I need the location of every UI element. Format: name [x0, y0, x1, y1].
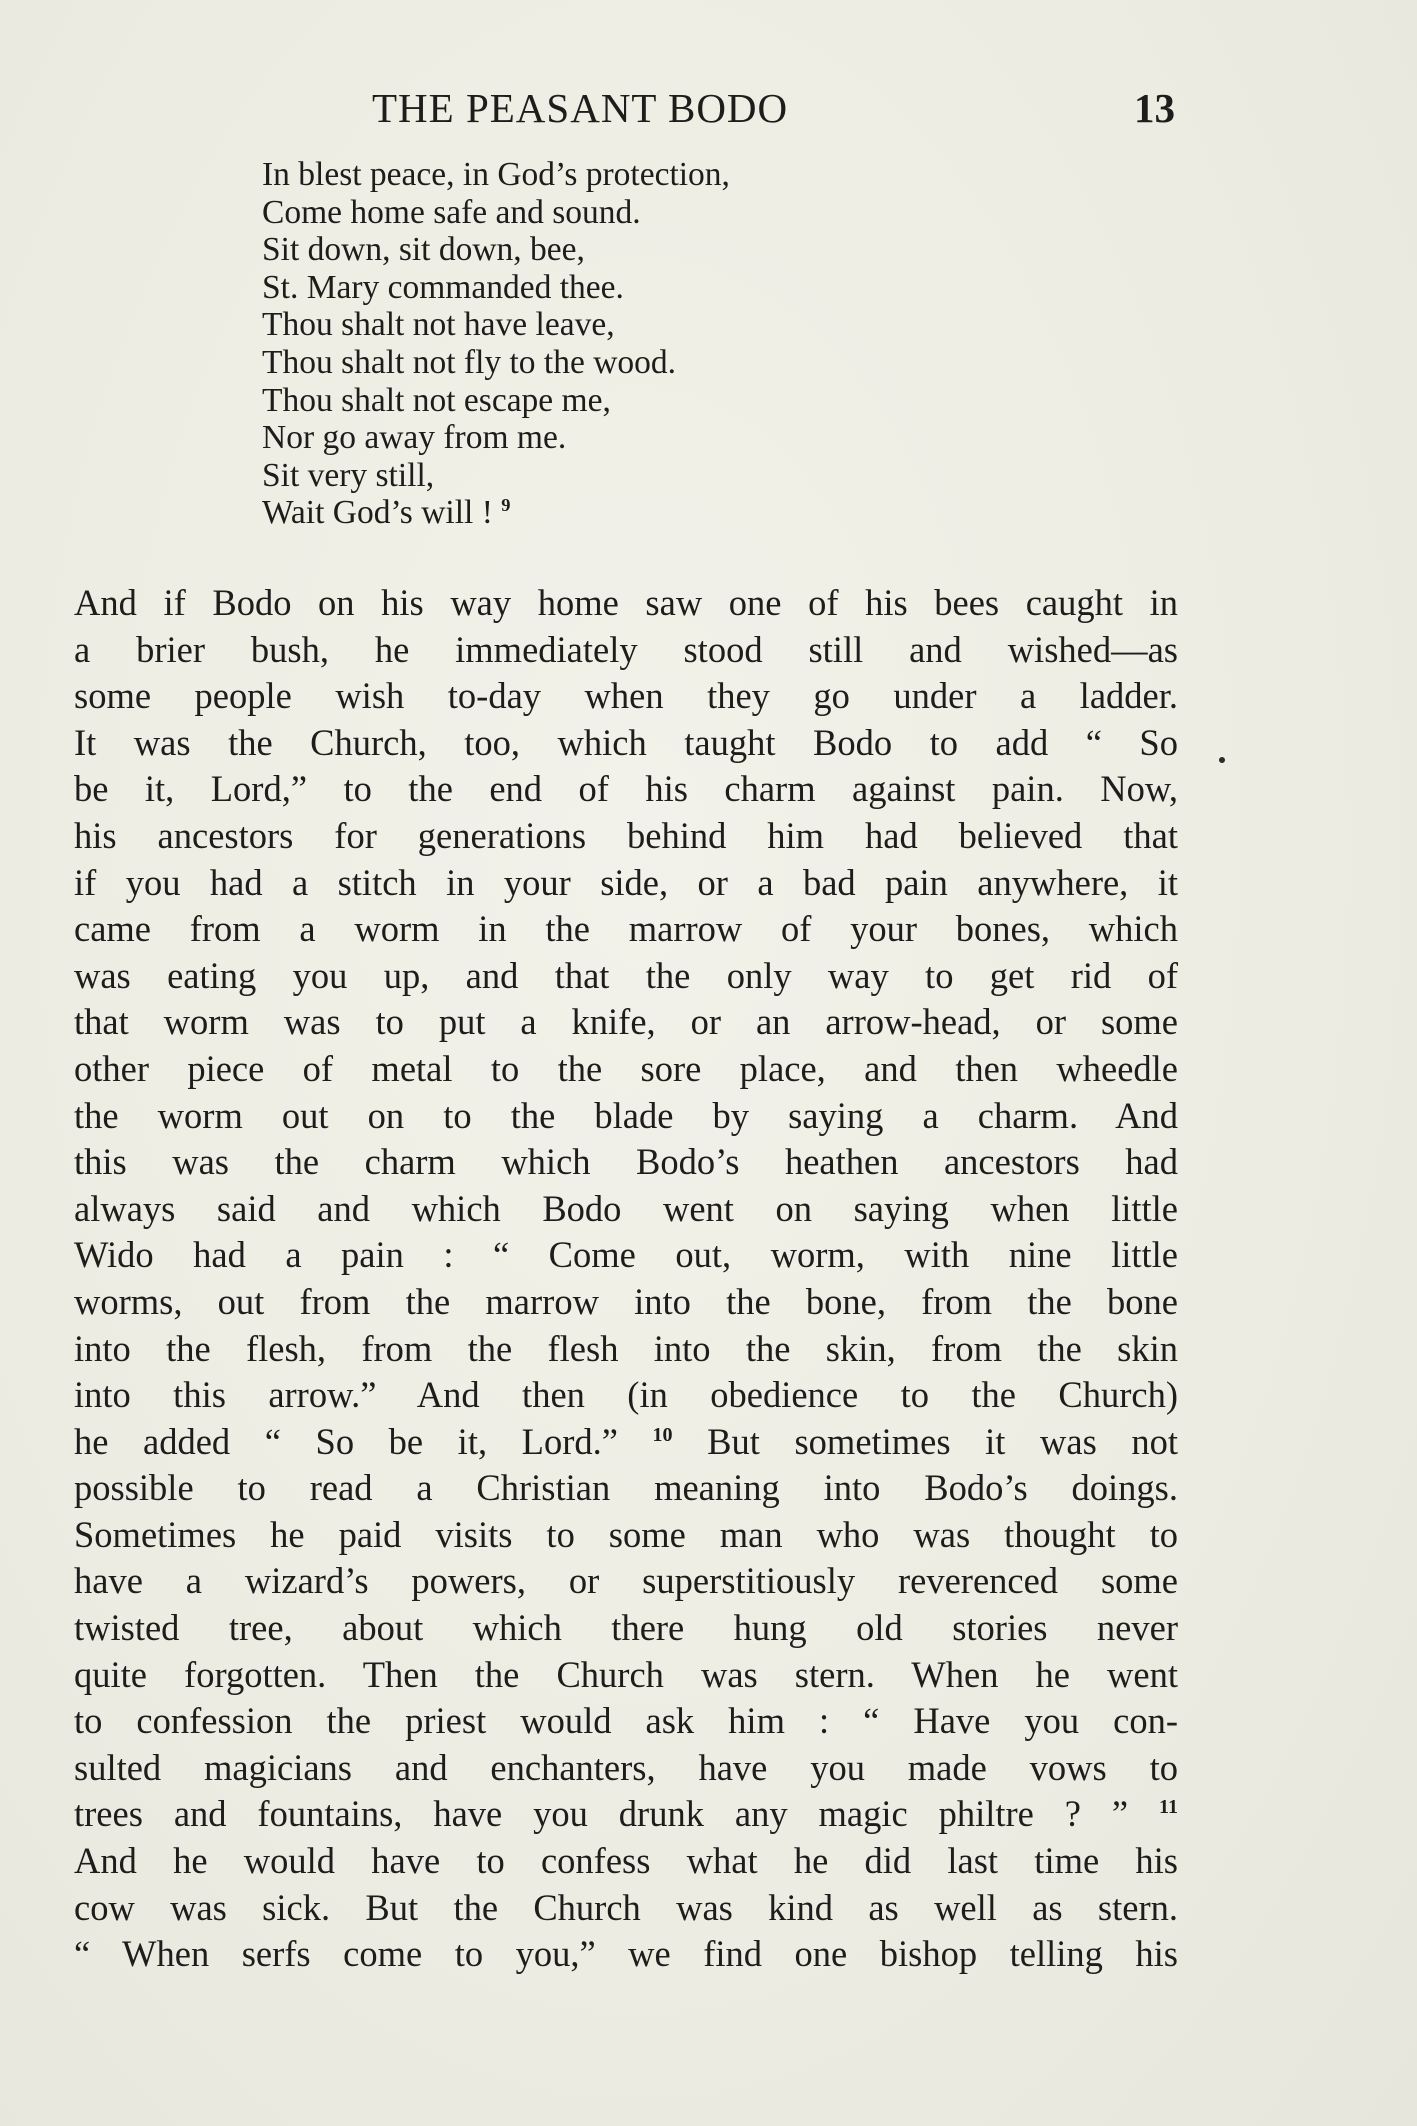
prose-line: his ancestors for generations behind him had believed that: [74, 814, 1178, 856]
page-number: 13: [1134, 85, 1175, 131]
prose-line: possible to read a Christian meaning into Bodo’s doings.: [74, 1467, 1178, 1509]
prose-line: other piece of metal to the sore place, and then wheedle: [74, 1047, 1178, 1089]
prose-line: It was the Church, too, which taught Bodo to add “ So: [74, 721, 1178, 763]
verse-line: Thou shalt not escape me,: [262, 381, 611, 419]
prose-line: that worm was to put a knife, or an arrow-head, or some: [74, 1001, 1178, 1043]
prose-line: have a wizard’s powers, or superstitiously reverenced some: [74, 1560, 1178, 1602]
page-header: [0, 84, 1417, 134]
prose-line-text: trees and fountains, have you drunk any magic philtre ? ”: [74, 1793, 1129, 1835]
verse-line: In blest peace, in God’s protection,: [262, 156, 730, 193]
verse-line: Come home safe and sound.: [262, 193, 641, 231]
verse-line: Nor go away from me.: [262, 419, 567, 457]
prose-line: always said and which Bodo went on saying when little: [74, 1187, 1178, 1229]
prose-line: “ When serfs come to you,” we find one bishop telling his: [74, 1933, 1178, 1975]
prose-line: to confession the priest would ask him : “ Have you con-: [74, 1700, 1178, 1742]
prose-line: sulted magicians and enchanters, have you made vows to: [74, 1746, 1178, 1788]
prose-line: into this arrow.” And then (in obedience to the Church): [74, 1374, 1178, 1416]
prose-line: worms, out from the marrow into the bone, from the bone: [74, 1280, 1178, 1322]
verse-line: Sit very still,: [262, 456, 435, 494]
prose-line: if you had a stitch in your side, or a bad pain anywhere, it: [74, 861, 1178, 903]
verse-line-last: [262, 494, 730, 532]
body-paragraph: [74, 580, 1178, 1978]
prose-line: Wido had a pain : “ Come out, worm, with nine little: [74, 1234, 1178, 1276]
prose-line: was eating you up, and that the only way to get rid of: [74, 954, 1178, 996]
verse-last-text: Wait God’s will !: [262, 494, 493, 532]
prose-line: came from a worm in the marrow of your bones, which: [74, 908, 1178, 950]
prose-line: And he would have to confess what he did last time his: [74, 1840, 1178, 1882]
prose-line-tail: But sometimes it was not: [707, 1420, 1179, 1462]
verse-block: [262, 156, 730, 532]
prose-line-with-footnote-10: [74, 1419, 1178, 1466]
footnote-marker-10: 10: [652, 1423, 673, 1446]
prose-line: into the flesh, from the flesh into the skin, from the skin: [74, 1327, 1178, 1369]
prose-line: cow was sick. But the Church was kind as well as stern.: [74, 1886, 1178, 1928]
prose-line: the worm out on to the blade by saying a charm. And: [74, 1094, 1178, 1136]
prose-line: some people wish to-day when they go under a ladder.: [74, 675, 1178, 717]
prose-line: twisted tree, about which there hung old stories never: [74, 1607, 1178, 1649]
verse-line: Thou shalt not fly to the wood.: [262, 343, 677, 381]
prose-line-text: he added “ So be it, Lord.”: [74, 1420, 618, 1462]
prose-line: a brier bush, he immediately stood still and wished—as: [74, 628, 1178, 670]
footnote-marker-11: 11: [1159, 1796, 1179, 1819]
verse-line: St. Mary commanded thee.: [262, 268, 624, 306]
running-head: THE PEASANT BODO: [372, 85, 789, 131]
prose-line: Sometimes he paid visits to some man who was thought to: [74, 1513, 1178, 1555]
verse-line: Thou shalt not have leave,: [262, 306, 615, 344]
prose-line: be it, Lord,” to the end of his charm against pain. Now,: [74, 768, 1178, 810]
prose-line: quite forgotten. Then the Church was stern. When he went: [74, 1653, 1178, 1695]
paper-speck: [1219, 757, 1225, 763]
prose-line: And if Bodo on his way home saw one of his bees caught in: [74, 582, 1178, 623]
verse-line: Sit down, sit down, bee,: [262, 231, 585, 269]
footnote-marker-9: 9: [501, 495, 511, 516]
prose-line: this was the charm which Bodo’s heathen ancestors had: [74, 1141, 1178, 1183]
prose-line-with-footnote-11: [74, 1791, 1178, 1838]
